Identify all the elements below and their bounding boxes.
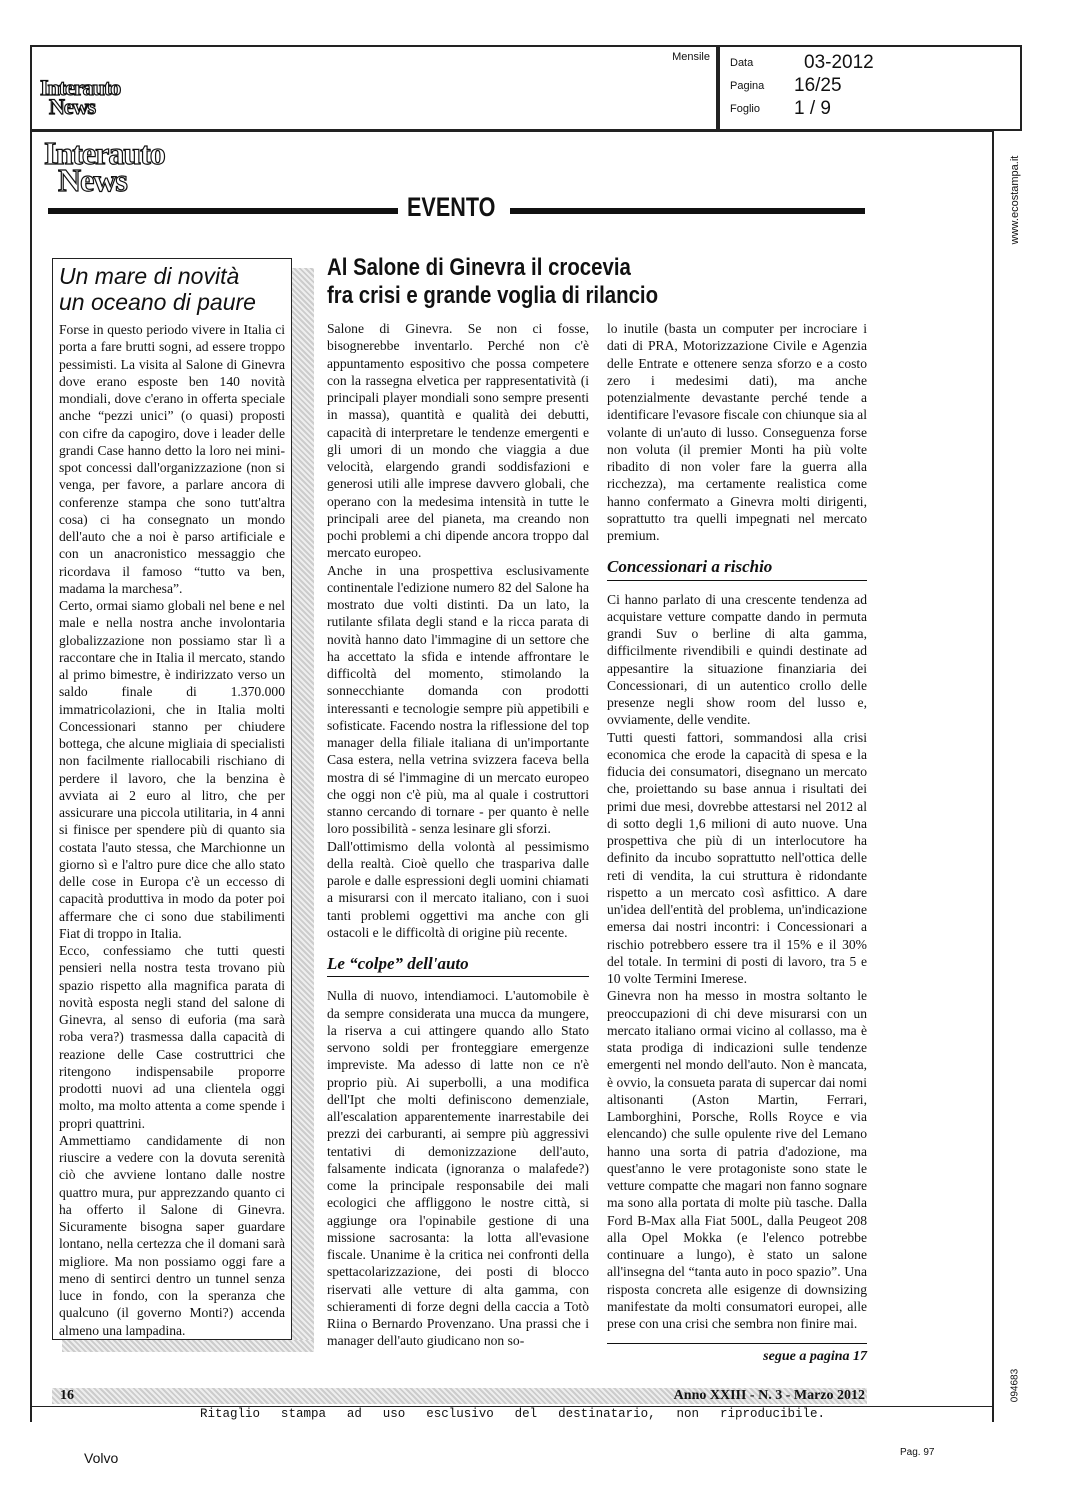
sidebar-shadow-bottom <box>62 1340 314 1352</box>
continued-rule <box>607 1343 867 1344</box>
page-ref: Pag. 97 <box>900 1447 935 1458</box>
sidebar-paragraph: Ammettiamo candidamente di non riuscire a vedere con la dovuta serenità ciò che avviene lontano dalle nostre quattro mura, pur apprezzando quanto ci ha offerto il Salone di Ginevra. Sicuramente bisogna saper guardare lontano, nella certezza che il domani sarà migliore. Ma non possiamo oggi fare a meno di sentirci dentro un tunnel senza luce in fondo, con la speranza che qualcuno (il governo Monti?) accenda almeno una lampadina. <box>59 1132 285 1338</box>
issue-info: Anno XXIII - N. 3 - Marzo 2012 <box>673 1388 865 1403</box>
article-paragraph: Anche in una prospettiva esclusivamente continentale l'edizione numero 82 del Salone ha mostrato due volti distinti. Da un lato, la rutilante sfilata degli stand e la ricca parata di novità hanno dato l'immagine di un settore che ha accettato la sfida e intende affrontare le difficoltà del momento, stimolando la sonnecchiante domanda con prodotti interessanti e tecnologie sempre più appetibili e sofisticate. Facendo nostra la riflessione del top manager della filiale italiana di un'importante Casa estera, nella vetrina svizzera faceva bella mostra di sé l'immagine di un mercato europeo che oggi non c'è più, ma al quale i costruttori stanno cercando di tornare - per quanto è nelle loro possibilità - senza lesinare gli sforzi. <box>327 562 589 837</box>
periodicity: Mensile <box>672 51 710 63</box>
client-name: Volvo <box>84 1450 119 1466</box>
copyright-notice: Ritaglio stampa ad uso esclusivo del destinatario, non riproducibile. <box>200 1407 825 1421</box>
headline-line2: fra crisi e grande voglia di rilancio <box>327 282 659 309</box>
article-paragraph: lo inutile (basta un computer per incrociare i dati di PRA, Motorizzazione Civile e Agenzia delle Entrate e ottenere senza sforzo e a costo zero i medesimi dati), ma anche potenzialmente devastante perché tende a identificare l'evasore fiscale con chiunque sia al volante di un'auto di lusso. Conseguenza forse non voluta (il premier Monti ha più volte ribadito di non voler fare la guerra alla ricchezza), ma certamente realistica come hanno confermato a Ginevra molti dirigenti, soprattutto tra quelli impegnati nel mercato premium. <box>607 321 867 543</box>
article-paragraph: Dall'ottimismo della volontà al pessimismo della realtà. Cioè quello che traspariva dalle parole e dalle espressioni degli uomini chiamati a misurarsi con il mercato italiano, con i suoi tanti problemi oggettivi ma anche con gli ostacoli e le difficoltà di origine più recente. <box>327 838 589 940</box>
article-paragraph: Ci hanno parlato di una crescente tendenza ad acquistare vetture compatte dando in permuta grandi Suv o berline di alta gamma, difficilmente rivendibili e quindi destinate ad appesantire la situazione finanziaria dei Concessionari, di un autentico crollo delle presenze negli show room del lusso e, ovviamente, delle vendite. <box>607 591 867 728</box>
metadata-box <box>718 45 1022 131</box>
sidebar-paragraph: Forse in questo periodo vivere in Italia ci porta a fare brutti sogni, ad essere troppo pessimisti. La visita al Salone di Ginevra dove erano esposte ben 140 novità mondiali, dove c'erano in offerta speciale anche “pezzi unici” (o quasi) proposti con cifre da capogiro, dove i leader delle grandi Case hanno detto la loro nei mini-spot concessi dall'organizzazione (non si venga, per favore, a parlare ancora di conferenze stampa che sono tutt'altra cosa) ci ha consegnato un mondo dell'auto che a noi è parso artificiale e con un anacronistico messaggio che ricordava il famoso “tutto va ben, madama la marchesa”. <box>59 322 285 596</box>
pagina-value: 16/25 <box>794 75 842 96</box>
sidebar-paragraph: Ecco, confessiamo che tutti questi pensieri nella nostra testa trovano più spazio rispetto alla magnifica parata di novità esposta negli stand del salone di Ginevra, al senso di euforia (ma sarà roba vera?) trasmessa dalla capacità di reazione delle Case costruttrici che ritengono indispensabile proporre prodotti nuovi ad una clientela oggi molto, ma molto attenta a come spende i propri quattrini. <box>59 943 285 1131</box>
sidebar-shadow <box>292 268 314 1348</box>
editorial-sidebar <box>52 258 292 1340</box>
article-column-1 <box>327 320 589 1350</box>
headline-line1: Al Salone di Ginevra il crocevia <box>327 254 631 281</box>
article-paragraph: Tutti questi fattori, sommandosi alla crisi economica che erode la capacità di spesa e la fiducia dei consumatori, disegnano un mercato che, proiettando su base annua i risultati dei primi due mesi, dovrebbe attestarsi nel 2012 al di sotto degli 1,6 milioni di auto nuove. Una prospettiva che più di un interlocutore ha definito da incubo soprattutto nell'ottica delle reti di vendita, la cui struttura è ridondante rispetto a un mercato così asfittico. A dare un'idea dell'entità del problema, un'indicazione emersa dai nostri incontri: i Concessionari a rischio potrebbero essere tra il 15% e il 30% del totale. In termini di posti di lavoro, tra 5 e 10 volte Termini Imerese. <box>607 729 867 986</box>
foglio-label: Foglio <box>730 103 760 115</box>
sidebar-title-line2: un oceano di paure <box>59 289 256 315</box>
section-rule-right <box>510 208 865 214</box>
sidebar-body <box>59 321 285 1339</box>
pagina-label: Pagina <box>730 80 765 92</box>
section-title: EVENTO <box>407 192 496 222</box>
interauto-news-logo-small: Interauto News <box>40 75 121 119</box>
sidebar-title <box>53 259 291 315</box>
clipping-code: 094683 <box>1009 1368 1021 1403</box>
sidebar-paragraph: Certo, ormai siamo globali nel bene e nel male e nella nostra anche involontaria globalizzazione non possiamo star lì a raccontare che in Italia il mercato, stando al primo bimestre, è indirizzato verso un saldo finale di 1.370.000 immatricolazioni, che in Italia molti Concessionari stanno per chiudere bottega, che alcune migliaia di specialisti non facilmente riallocabili rischiano di perdere il lavoro, che la benzina è avviata ai 2 euro al litro, che per assicurare una piccola utilitaria, in 4 anni si finisce per spendere più di quanto sia costata l'auto stessa, che Marchionne un giorno sì e l'altro pure dice che allo stato delle cose in Europa c'è un eccesso di capacità produttiva in modo da poter poi affermare che ci sono due stabilimenti Fiat di troppo in Italia. <box>59 598 285 941</box>
data-label: Data <box>730 57 754 69</box>
article-paragraph: Ginevra non ha messo in mostra soltanto le preoccupazioni di chi deve misurarsi con un mercato italiano ormai vicino al collasso, ma è stata prodiga di indicazioni sulle tendenze emergenti nel mondo dell'auto. Non è mancata, è ovvio, la consueta parata di supercar dai nomi altisonanti (Aston Martin, Ferrari, Lamborghini, Porsche, Rolls Royce e via elencando) che sulle opulente rive del Lemano hanno una sorta di patria d'adozione, ma quest'anno le vere protagoniste sono state le vetture compatte che magari non fanno sognare ma sono alla portata di molte più tasche. Dalla Ford B-Max alla Fiat 500L, dalla Peugeot 208 alla Opel Mokka (e l'elenco potrebbe continuare a lungo), è stato un salone all'insegna del “tanta auto in poco spazio”. Una risposta concreta alle esigenze di downsizing manifestate da molti consumatori europei, alle prese con una crisi che sembra non finire mai. <box>607 988 867 1331</box>
headline <box>327 254 658 310</box>
foglio-value: 1 / 9 <box>794 98 831 119</box>
article-paragraph: Salone di Ginevra. Se non ci fosse, bisognerebbe inventarlo. Perché non c'è appuntamento espositivo che possa competere con la rassegna elvetica per rappresentatività (i principali player mondiali sono sempre presenti in massa), quantità e qualità dei debutti, capacità di interpretare le tendenze emergenti e gli umori di un mondo che viaggia a due velocità, elargendo grandi soddisfazioni e generosi utili alle imprese davvero globali, che operano con la medesima intensità in tutte le principali aree del pianeta, ma creando non pochi problemi a chi dipende ancora troppo dal mercato europeo. <box>327 321 589 561</box>
continued-note: segue a pagina 17 <box>763 1349 867 1364</box>
page-number: 16 <box>60 1388 74 1403</box>
article-column-2 <box>607 320 867 1332</box>
section-rule-left <box>48 208 398 214</box>
subheading-concessionari: Concessionari a rischio <box>607 558 867 580</box>
website-vertical: www.ecostampa.it <box>1009 155 1021 245</box>
data-value: 03-2012 <box>804 52 874 73</box>
header-box <box>30 45 718 131</box>
sidebar-title-line1: Un mare di novità <box>59 263 240 289</box>
interauto-news-logo: Interauto News <box>44 135 165 199</box>
subheading-colpe: Le “colpe” dell'auto <box>327 955 589 977</box>
article-paragraph: Nulla di nuovo, intendiamoci. L'automobile è da sempre considerata una mucca da mungere, la riserva a cui attingere quando allo Stato servono soldi per fronteggiare emergenze impreviste. Ma adesso di latte non ce n'è proprio più. Ai superbolli, a una modifica dell'Ipt che molti definiscono demenziale, all'escalation apparentemente inarrestabile dei prezzi dei carburanti, ai sempre più aggressivi tentativi di demonizzazione dell'auto, falsamente indicata (ignoranza o malafede?) come la principale responsabile dei mali ecologici che affliggono le nostre città, si aggiunge ora l'opinabile gestione di una missione sacrosanta: la lotta all'evasione fiscale. Unanime è la critica nei confronti della spettacolarizzazione, dei posti di blocco riservati alle vetture di alta gamma, con schieramenti di forze degni della caccia a Totò Riina o Bernardo Provenzano. Una prassi che i manager dell'auto giudicano non so- <box>327 988 589 1349</box>
